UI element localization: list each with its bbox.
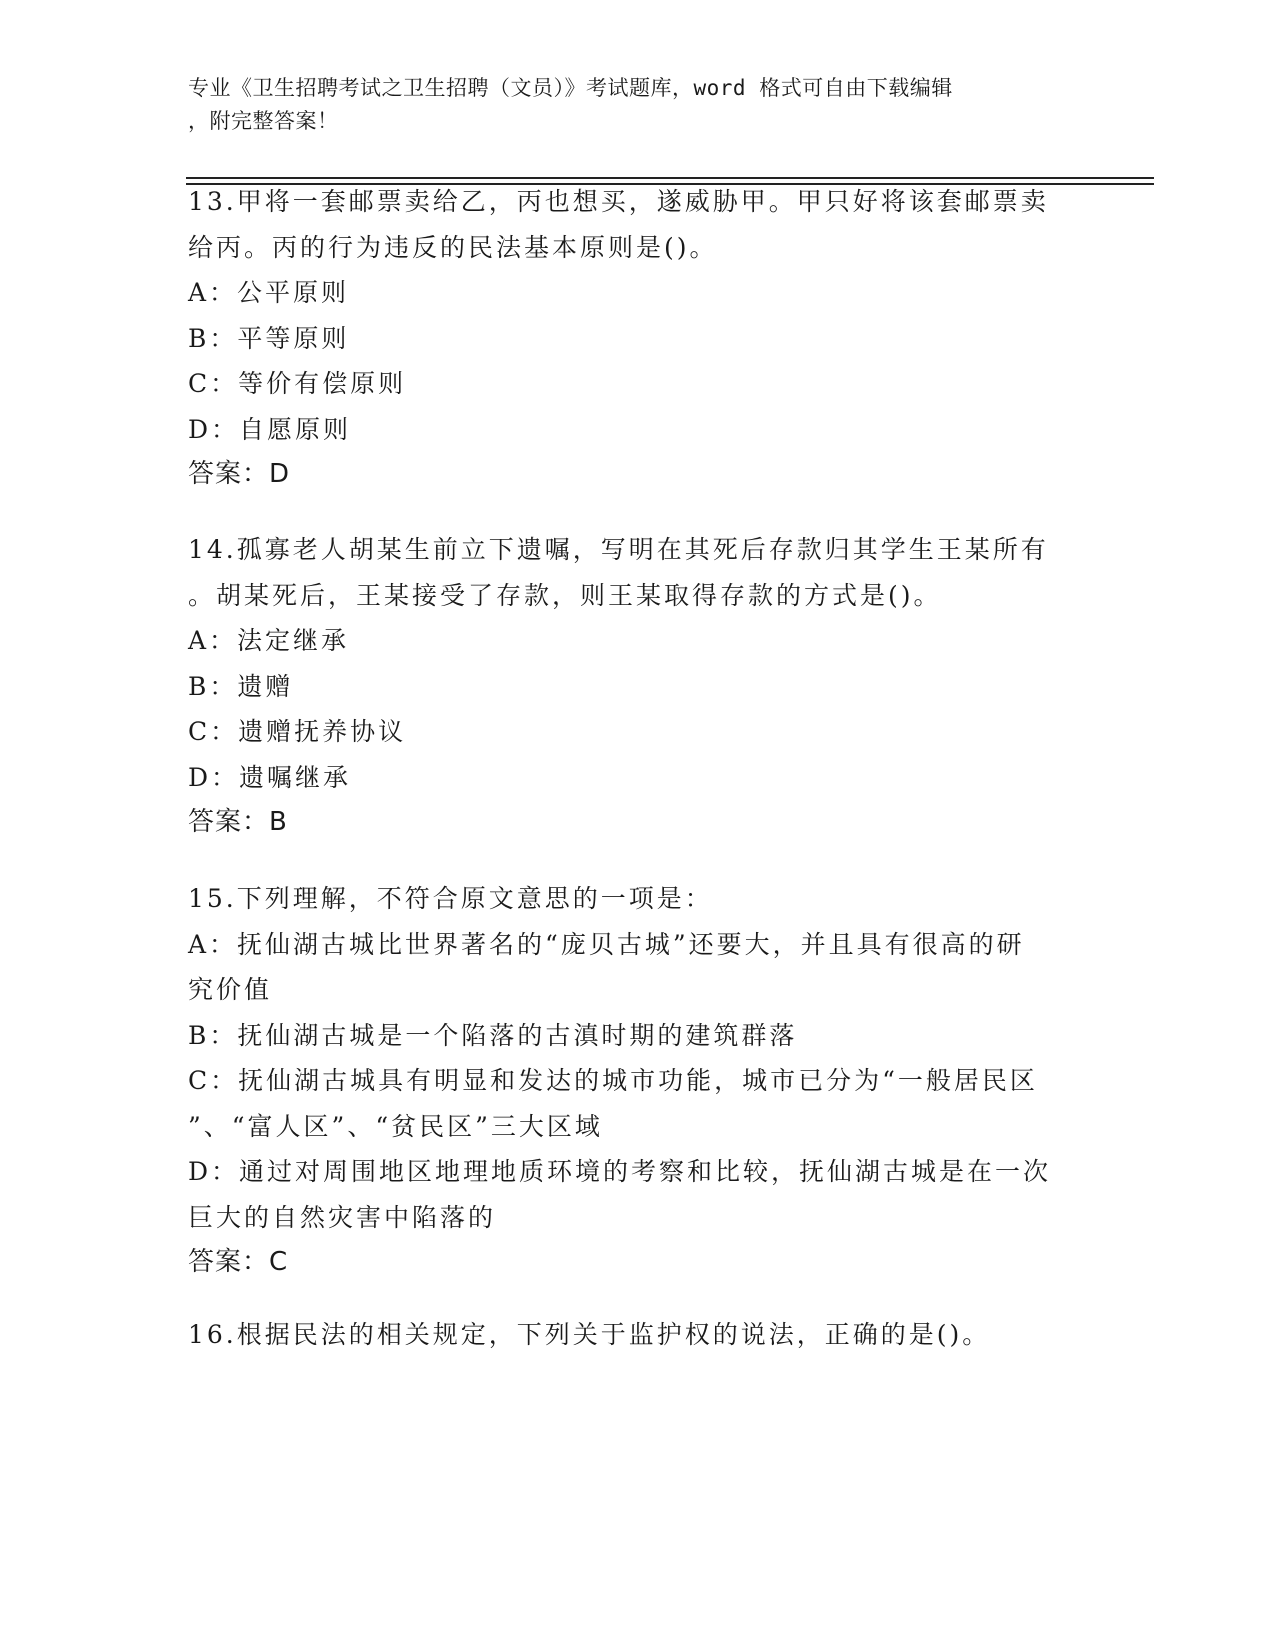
option-d: D：遗嘱继承: [188, 762, 352, 792]
option-a: A：公平原则: [188, 278, 350, 307]
question-15: [188, 876, 1088, 1286]
option-c: C：抚仙湖古城具有明显和发达的城市功能，城市已分为“一般居民区: [188, 1066, 1038, 1095]
question-13: [188, 179, 1088, 498]
question-stem-line: 14.孤寡老人胡某生前立下遗嘱，写明在其死后存款归其学生王某所有: [188, 535, 1049, 564]
answer-label: 答案：B: [188, 807, 288, 837]
question-stem-line: 16.根据民法的相关规定，下列关于监护权的说法，正确的是()。: [188, 1320, 991, 1349]
option-b: B：平等原则: [188, 323, 350, 353]
question-stem-line: 13.甲将一套邮票卖给乙，丙也想买，遂威胁甲。甲只好将该套邮票卖: [188, 187, 1049, 216]
question-stem-line: 给丙。丙的行为违反的民法基本原则是()。: [188, 232, 718, 262]
document-header-note: [188, 72, 1068, 138]
option-a: A：法定继承: [188, 626, 350, 655]
option-a: A：抚仙湖古城比世界著名的“庞贝古城”还要大，并且具有很高的研: [188, 929, 1025, 959]
question-16: [188, 1312, 1088, 1358]
question-stem-line: 15.下列理解，不符合原文意思的一项是：: [188, 884, 713, 913]
header-line-2: ，附完整答案！: [188, 109, 339, 133]
option-c: C：遗赠抚养协议: [188, 717, 407, 746]
option-c: C：等价有偿原则: [188, 369, 407, 398]
option-d-continued: 巨大的自然灾害中陷落的: [188, 1202, 497, 1232]
option-d: D：自愿原则: [188, 414, 352, 444]
answer-label: 答案：D: [188, 459, 291, 489]
header-line-1: 专业《卫生招聘考试之卫生招聘（文员）》考试题库，word 格式可自由下载编辑: [188, 76, 953, 100]
question-stem-line: 。胡某死后，王某接受了存款，则王某取得存款的方式是()。: [188, 580, 942, 610]
option-d: D：通过对周围地区地理地质环境的考察和比较，抚仙湖古城是在一次: [188, 1157, 1052, 1186]
answer-label: 答案：C: [188, 1247, 289, 1277]
question-14: [188, 527, 1088, 846]
option-b: B：抚仙湖古城是一个陷落的古滇时期的建筑群落: [188, 1020, 798, 1050]
option-b: B：遗赠: [188, 671, 294, 701]
option-c-continued: ”、“富人区”、“贫民区”三大区域: [188, 1111, 603, 1141]
option-a-continued: 究价值: [188, 975, 273, 1004]
